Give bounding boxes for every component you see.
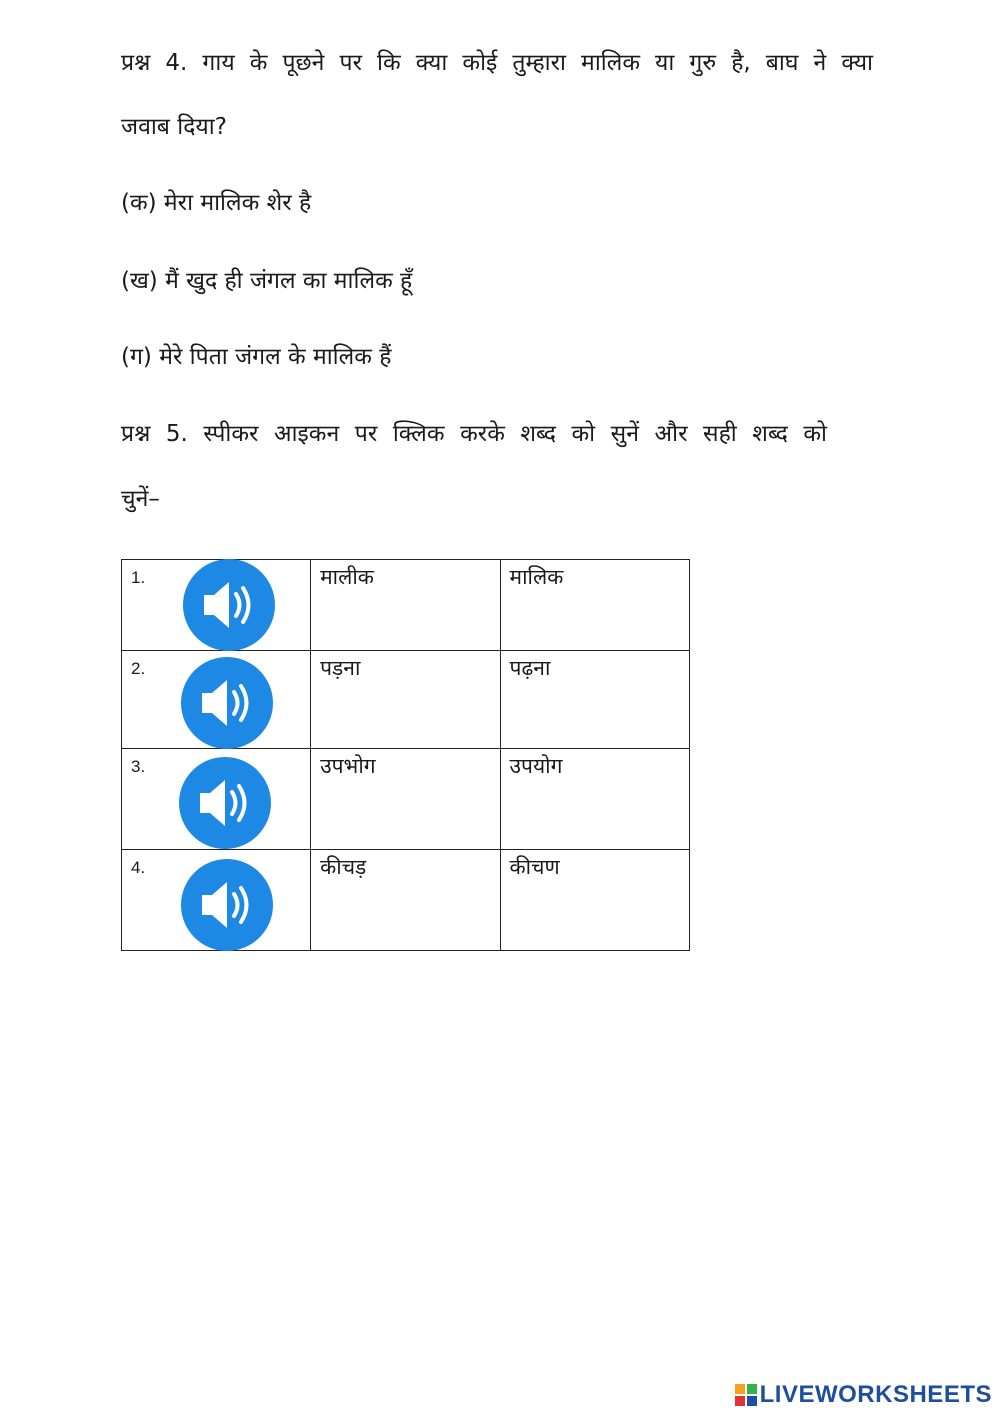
row-number: 4.	[131, 858, 146, 877]
choice-a-word[interactable]: कीचड़	[320, 855, 367, 879]
row-number: 3.	[131, 757, 146, 776]
liveworksheets-logo-icon	[735, 1384, 757, 1406]
choice-b-cell[interactable]	[500, 560, 689, 651]
choice-b-word[interactable]: पढ़ना	[509, 656, 551, 680]
choice-a-word[interactable]: पड़ना	[320, 656, 361, 680]
choice-a-cell[interactable]	[311, 749, 500, 850]
speaker-icon	[183, 559, 275, 651]
choice-b-cell[interactable]	[500, 651, 689, 749]
speaker-button-3[interactable]	[179, 757, 271, 849]
liveworksheets-logo	[735, 1381, 992, 1409]
question-4-option-ka: (क) मेरा मालिक शेर है	[121, 190, 312, 216]
speaker-icon	[181, 859, 273, 951]
choice-a-word[interactable]: मालीक	[320, 565, 374, 589]
speaker-icon	[181, 657, 273, 749]
question-4-line-1: प्रश्न 4. गाय के पूछने पर कि क्या कोई तुम्हारा मालिक या गुरु है, बाघ ने क्या	[121, 50, 873, 76]
question-5-line-2: चुनें–	[121, 486, 160, 512]
row-number: 1.	[131, 568, 146, 587]
choice-a-word[interactable]: उपभोग	[320, 754, 376, 778]
row-number: 2.	[131, 659, 146, 678]
speaker-button-4[interactable]	[181, 859, 273, 951]
speaker-button-2[interactable]	[181, 657, 273, 749]
choice-b-word[interactable]: उपयोग	[509, 754, 563, 778]
question-4-option-ga: (ग) मेरे पिता जंगल के मालिक हैं	[121, 344, 392, 370]
choice-b-cell[interactable]	[500, 749, 689, 850]
question-4-option-kha: (ख) मैं खुद ही जंगल का मालिक हूँ	[121, 268, 413, 294]
choice-a-cell[interactable]	[311, 850, 500, 951]
question-4-line-2: जवाब दिया?	[121, 114, 227, 140]
choice-a-cell[interactable]	[311, 560, 500, 651]
choice-b-word[interactable]: मालिक	[509, 565, 564, 589]
speaker-button-1[interactable]	[183, 559, 275, 651]
choice-b-word[interactable]: कीचण	[509, 855, 560, 879]
choice-a-cell[interactable]	[311, 651, 500, 749]
liveworksheets-logo-text: LIVEWORKSHEETS	[759, 1381, 992, 1408]
speaker-icon	[179, 757, 271, 849]
question-5-line-1: प्रश्न 5. स्पीकर आइकन पर क्लिक करके शब्द को सुनें और सही शब्द को	[121, 421, 827, 447]
choice-b-cell[interactable]	[500, 850, 689, 951]
